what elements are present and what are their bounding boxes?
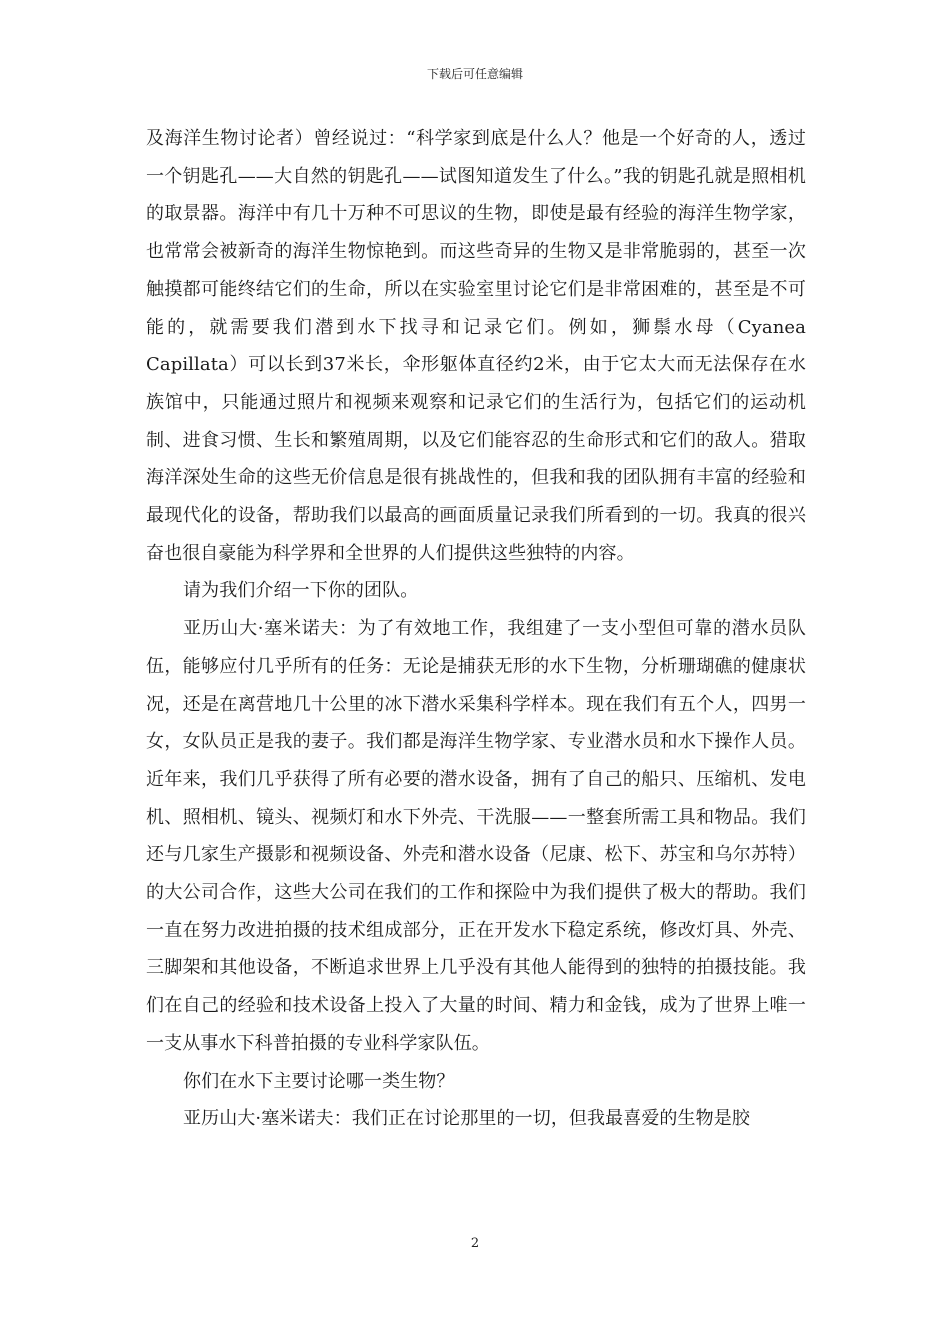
interview-answer-creatures: 亚历山大·塞米诺夫：我们正在讨论那里的一切，但我最喜爱的生物是胶 — [183, 1108, 750, 1130]
interview-answer-team: 亚历山大·塞米诺夫：为了有效地工作，我组建了一支小型但可靠的潜水员队伍，能够应付几乎所有的任务：无论是捕获无形的水下生物，分析珊瑚礁的健康状况，还是在离营地几十公里的冰下潜水采集科学样本。现在我们有五个人，四男一女，女队员正是我的妻子。我们都是海洋生物学家、专业潜水员和水下操作人员。近年来，我们几乎获得了所有必要的潜水设备，拥有了自己的船只、压缩机、发电机、照相机、镜头、视频灯和水下外壳、干洗服——一整套所需工具和物品。我们还与几家生产摄影和视频设备、外壳和潜水设备（尼康、松下、苏宝和乌尔苏特）的大公司合作，这些大公司在我们的工作和探险中为我们提供了极大的帮助。我们一直在努力改进拍摄的技术组成部分，正在开发水下稳定系统，修改灯具、外壳、三脚架和其他设备，不断追求世界上几乎没有其他人能得到的独特的拍摄技能。我们在自己的经验和技术设备上投入了大量的时间、精力和金钱，成为了世界上唯一一支从事水下科普拍摄的专业科学家队伍。 — [146, 618, 806, 1054]
page-header: 下载后可任意编辑 — [426, 67, 523, 81]
paragraph-continued: 及海洋生物讨论者）曾经说过：“科学家到底是什么人？他是一个好奇的人，透过一个钥匙孔——大自然的钥匙孔——试图知道发生了什么。”我的钥匙孔就是照相机的取景器。海洋中有几十万种不可思议的生物，即使是最有经验的海洋生物学家，也常常会被新奇的海洋生物惊艳到。而这些奇异的生物又是非常脆弱的，甚至一次触摸都可能终结它们的生命，所以在实验室里讨论它们是非常困难的，甚至是不可能的，就需要我们潜到水下找寻和记录它们。例如，狮鬃水母（Cyanea Capillata）可以长到37米长，伞形躯体直径约2米，由于它太大而无法保存在水族馆中，只能通过照片和视频来观察和记录它们的生活行为，包括它们的运动机制、进食习惯、生长和繁殖周期，以及它们能容忍的生命形式和它们的敌人。猎取海洋深处生命的这些无价信息是很有挑战性的，但我和我的团队拥有丰富的经验和最现代化的设备，帮助我们以最高的画面质量记录我们所看到的一切。我真的很兴奋也很自豪能为科学界和全世界的人们提供这些独特的内容。 — [146, 128, 806, 564]
document-body — [146, 120, 806, 1138]
interview-question-team: 请为我们介绍一下你的团队。 — [183, 580, 419, 602]
interview-question-creatures: 你们在水下主要讨论哪一类生物？ — [183, 1070, 455, 1092]
page-number: 2 — [470, 1236, 480, 1251]
